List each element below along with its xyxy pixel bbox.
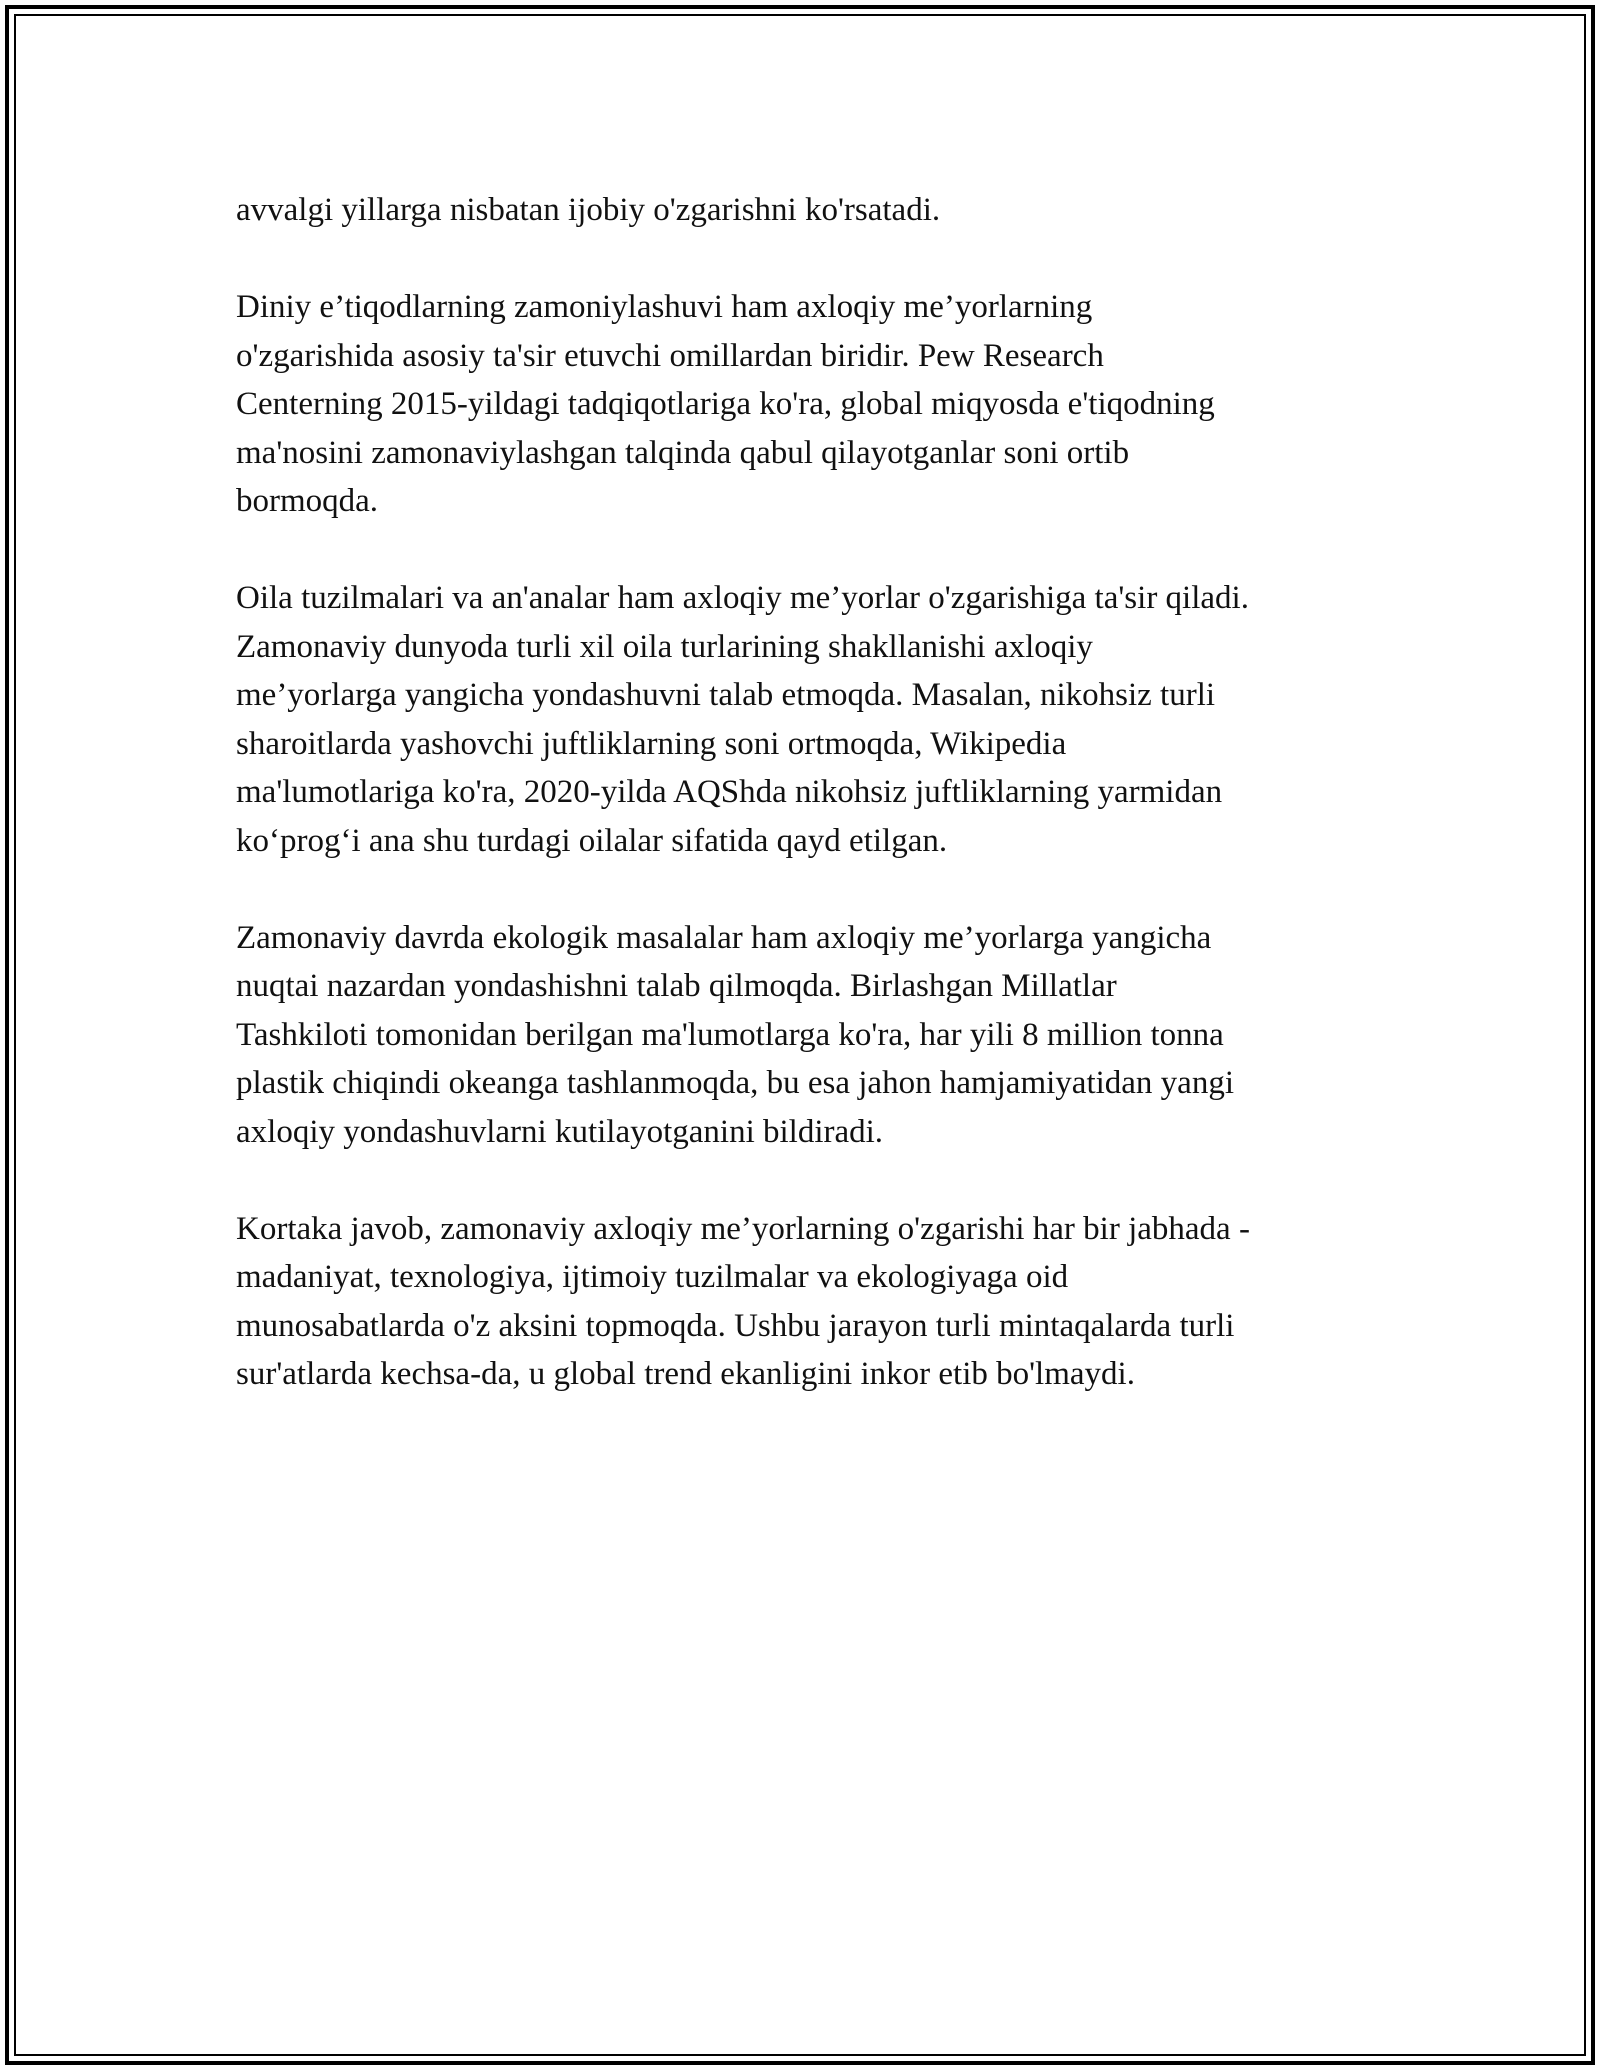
text-line: avvalgi yillarga nisbatan ijobiy o'zgarishni ko'rsatadi. xyxy=(236,192,941,228)
text-line: axloqiy yondashuvlarni kutilayotganini bildiradi. xyxy=(236,1113,884,1150)
text-line: ma'lumotlariga ko'ra, 2020-yilda AQShda nikohsiz juftliklarning yarmidan xyxy=(236,774,1223,810)
text-line: Tashkiloti tomonidan berilgan ma'lumotlarga ko'ra, har yili 8 million tonna xyxy=(236,1016,1224,1053)
text-line: Oila tuzilmalari va an'analar ham axloqiy me’yorlar o'zgarishiga ta'sir qiladi. xyxy=(236,580,1249,616)
text-line: bormoqda. xyxy=(236,483,379,519)
text-line: plastik chiqindi okeanga tashlanmoqda, bu esa jahon hamjamiyatidan yangi xyxy=(236,1065,1234,1101)
text-line: ma'nosini zamonaviylashgan talqinda qabul qilayotganlar soni ortib xyxy=(236,434,1130,471)
document-body xyxy=(236,186,1426,1447)
text-line: Diniy e’tiqodlarning zamoniylashuvi ham axloqiy me’yorlarning xyxy=(236,289,1093,325)
paragraph-2 xyxy=(236,283,1426,526)
text-line: me’yorlarga yangicha yondashuvni talab etmoqda. Masalan, nikohsiz turli xyxy=(236,677,1216,713)
text-line: Centerning 2015-yildagi tadqiqotlariga ko'ra, global miqyosda e'tiqodning xyxy=(236,386,1215,422)
text-line: nuqtai nazardan yondashishni talab qilmoqda. Birlashgan Millatlar xyxy=(236,968,1117,1004)
paragraph-1 xyxy=(236,186,1426,235)
text-line: Kortaka javob, zamonaviy axloqiy me’yorlarning o'zgarishi har bir jabhada - xyxy=(236,1210,1250,1247)
text-line: ko‘prog‘i ana shu turdagi oilalar sifatida qayd etilgan. xyxy=(236,822,948,859)
text-line: munosabatlarda o'z aksini topmoqda. Ushbu jarayon turli mintaqalarda turli xyxy=(236,1307,1235,1344)
text-line: Zamonaviy davrda ekologik masalalar ham axloqiy me’yorlarga yangicha xyxy=(236,919,1212,956)
text-line: sharoitlarda yashovchi juftliklarning soni ortmoqda, Wikipedia xyxy=(236,725,1067,762)
paragraph-4 xyxy=(236,914,1426,1157)
text-line: Zamonaviy dunyoda turli xil oila turlarining shakllanishi axloqiy xyxy=(236,628,1093,665)
text-line: madaniyat, texnologiya, ijtimoiy tuzilmalar va ekologiyaga oid xyxy=(236,1259,1069,1295)
text-line: sur'atlarda kechsa-da, u global trend ekanligini inkor etib bo'lmaydi. xyxy=(236,1356,1135,1392)
paragraph-3 xyxy=(236,574,1426,865)
text-line: o'zgarishida asosiy ta'sir etuvchi omillardan biridir. Pew Research xyxy=(236,337,1104,374)
paragraph-5 xyxy=(236,1205,1426,1399)
